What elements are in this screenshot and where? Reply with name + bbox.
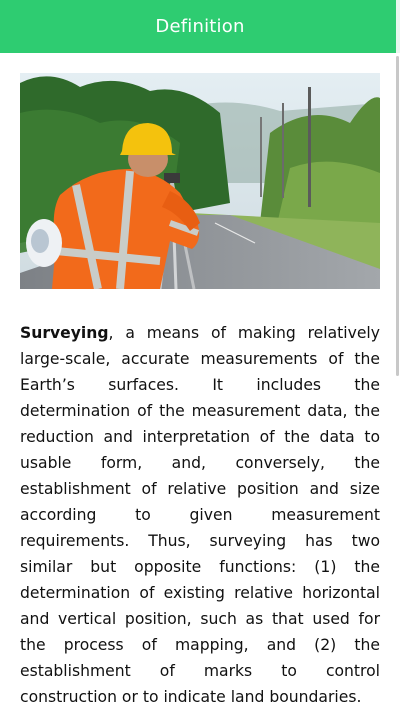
photo-pole-3 (260, 117, 262, 197)
app-header (0, 0, 400, 53)
definition-term: Surveying (20, 324, 109, 342)
header-edge-divider (396, 0, 400, 53)
scrollbar[interactable] (396, 56, 399, 376)
surveyor-photo (20, 73, 380, 289)
definition-text: , a means of making relatively large-scale, accurate measurements of the Earth’s surfaces. It includes the determination of the measurement data, the reduction and interpretation of the data to usable form, and, conversely, the establishment of relative position and size according to given measurement requirements. Thus, surveying has two similar but opposite functions: (1) the determination of existing relative horizontal and vertical position, such as that used for the process of mapping, and (2) the establishment of marks to control construction or to indicate land boundaries. (20, 324, 380, 706)
photo-rolled-plans-inner (31, 229, 49, 253)
definition-paragraph (20, 320, 380, 710)
photo-theodolite (164, 173, 180, 183)
photo-pole-2 (282, 103, 284, 198)
photo-pole-1 (308, 87, 311, 207)
page-title: Definition (155, 16, 245, 37)
